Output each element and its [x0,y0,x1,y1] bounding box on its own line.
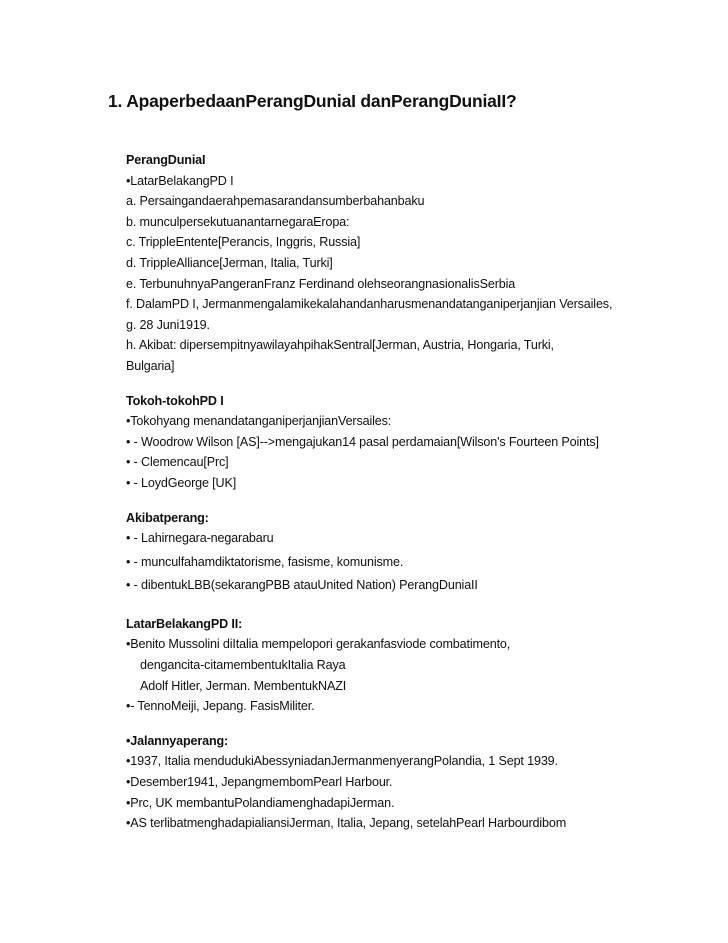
text-line: Adolf Hitler, Jerman. MembentukNAZI [140,678,347,693]
text-line: e. TerbunuhnyaPangeranFranz Ferdinand olehseorangnasionalisSerbia [126,276,516,291]
section-jalannya-perang [126,731,716,834]
text-line: dengancita-citamembentukItalia Raya [140,658,346,673]
text-line: f. DalamPD I, Jermanmengalamikekalahandanharusmenandatanganiperjanjian Versailes, [126,297,613,312]
page-title: 1. ApaperbedaanPerangDuniaI danPerangDuniaII? [108,91,517,111]
text-line: Bulgaria] [126,358,175,373]
section-perang-dunia-2 [126,614,716,717]
section-akibat-perang [126,508,716,596]
section-heading: Tokoh-tokohPD I [126,393,224,408]
text-line: •- TennoMeiji, Jepang. FasisMiliter. [126,699,315,714]
text-line: • - Lahirnegara-negarabaru [126,531,274,546]
text-line: •Prc, UK membantuPolandiamenghadapiJerman. [126,795,395,810]
text-line: • - Clemencau[Prc] [126,455,229,470]
text-line: • - Woodrow Wilson [AS]-->mengajukan14 pasal perdamaian[Wilson's Fourteen Points] [126,434,599,449]
section-heading: •Jalannyaperang: [126,733,229,748]
text-line: h. Akibat: dipersempitnyawilayahpihakSentral[Jerman, Austria, Hongaria, Turki, [126,338,554,353]
document-body [126,150,716,834]
section-heading: Akibatperang: [126,510,209,525]
text-line: g. 28 Juni1919. [126,317,210,332]
section-perang-dunia-1 [126,150,716,377]
text-line: •Benito Mussolini diItalia mempelopori gerakanfasviode combatimento, [126,637,511,652]
section-heading: LatarBelakangPD II: [126,616,243,631]
text-line: a. Persaingandaerahpemasarandansumberbahanbaku [126,194,425,209]
text-line: d. TrippleAlliance[Jerman, Italia, Turki] [126,255,333,270]
text-line: b. munculpersekutuanantarnegaraEropa: [126,214,350,229]
section-heading: PerangDuniaI [126,153,206,167]
text-line: •AS terlibatmenghadapialiansiJerman, Italia, Jepang, setelahPearl Harbourdibom [126,816,567,831]
text-line: •Desember1941, JepangmembomPearl Harbour. [126,775,393,790]
section-tokoh-pd1 [126,391,716,494]
text-line: • - munculfahamdiktatorisme, fasisme, komunisme. [126,554,404,569]
text-line: •1937, Italia mendudukiAbessyniadanJermanmenyerangPolandia, 1 Sept 1939. [126,754,558,769]
text-line: •Tokohyang menandatanganiperjanjianVersailes: [126,414,392,429]
text-line: • - LoydGeorge [UK] [126,475,237,490]
text-line: •LatarBelakangPD I [126,173,234,188]
text-line: • - dibentukLBB(sekarangPBB atauUnited Nation) PerangDuniaII [126,578,478,593]
text-line: c. TrippleEntente[Perancis, Inggris, Russia] [126,235,361,250]
